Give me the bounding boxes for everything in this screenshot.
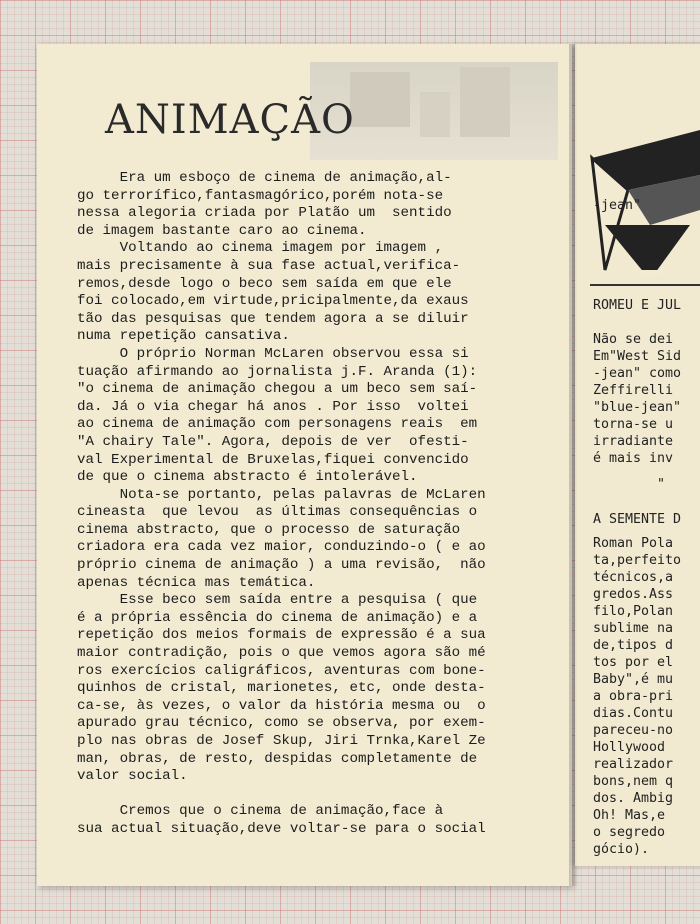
right-page-line: técnicos,a — [593, 570, 674, 585]
body-line: plo nas obras de Josef Skup, Jiri Trnka,Karel Ze — [77, 733, 486, 749]
body-line: quinhos de cristal, marionetes, etc, onde desta- — [77, 680, 486, 697]
right-page-line: -jean" — [593, 198, 642, 213]
body-line: O próprio Norman McLaren observou essa si — [77, 345, 469, 362]
right-page-line: Roman Pola — [593, 536, 674, 551]
body-line: Voltando ao cinema imagem por imagem , — [77, 240, 444, 257]
right-page-line: " — [593, 477, 666, 492]
right-page-line: Zeffirelli — [593, 383, 674, 398]
body-line: ca-se, às vezes, o valor da história mesma ou o — [77, 697, 486, 714]
body-line: sua actual situação,deve voltar-se para o social — [77, 820, 486, 837]
right-page-line: Oh! Mas,e — [593, 808, 674, 823]
body-line: é a própria essência do cinema de animação) e a — [77, 609, 478, 626]
body-line: da. Já o via chegar há anos . Por isso voltei — [77, 398, 469, 415]
page-title: ANIMAÇÃO — [105, 97, 355, 143]
right-page-line: Não se dei — [593, 332, 674, 347]
right-page-line: a obra-pri — [593, 689, 674, 704]
right-page-line: dias.Contu — [593, 706, 674, 721]
body-line: val Experimental de Bruxelas,fiquei convencido — [77, 451, 469, 468]
body-line: Cremos que o cinema de animação,face à — [77, 803, 444, 820]
right-page-line: Hollywood — [593, 740, 674, 755]
body-line: tão das pesquisas que tendem agora a se diluir — [77, 310, 469, 327]
right-page-line: ta,perfeito — [593, 553, 682, 568]
right-page-line: o segredo — [593, 825, 674, 840]
body-line: numa repetição cansativa. — [77, 328, 290, 345]
right-page-line: torna-se u — [593, 417, 674, 432]
body-line: mais precisamente à sua fase actual,verifica- — [77, 257, 461, 274]
body-line: Era um esboço de cinema de animação,al- — [77, 170, 452, 186]
right-page-line: tos por el — [593, 655, 674, 670]
right-page-line: pareceu-no — [593, 723, 674, 738]
right-page-line: é mais inv — [593, 451, 674, 466]
body-line: criadora era cada vez maior, conduzindo-o ( e ao — [77, 539, 486, 556]
right-page-line: dos. Ambig — [593, 791, 674, 806]
right-page-line: Baby",é mu — [593, 672, 674, 687]
body-line: apurado grau técnico, como se observa, por exem- — [77, 715, 486, 732]
body-line: remos,desde logo o beco sem saída em que ele — [77, 275, 452, 292]
body-line: "o cinema de animação chegou a um beco sem saí- — [77, 381, 478, 398]
right-page-line: sublime na — [593, 621, 674, 636]
body-line: próprio cinema de animação ) a uma revisão, não — [77, 557, 486, 574]
right-page-line: -jean" como — [593, 366, 682, 381]
right-page-line: irradiante — [593, 434, 674, 449]
article-body — [77, 170, 577, 839]
body-line: Esse beco sem saída entre a pesquisa ( que — [77, 592, 478, 609]
section-rule — [590, 284, 700, 286]
right-page-line: gócio). — [593, 842, 650, 857]
right-page-line: ROMEU E JUL — [593, 298, 682, 313]
body-line: Nota-se portanto, pelas palavras de McLaren — [77, 486, 486, 503]
body-line: "A chairy Tale". Agora, depois de ver ofesti- — [77, 433, 469, 450]
body-line: foi colocado,em virtude,pricipalmente,da exaus — [77, 293, 469, 310]
body-line: nessa alegoria criada por Platão um sentido — [77, 205, 452, 222]
body-line: ros exercícios caligráficos, aventuras com bone- — [77, 662, 486, 679]
body-line: cinema abstracto, que o processo de saturação — [77, 521, 461, 538]
body-line: apenas técnica mas temática. — [77, 574, 316, 591]
body-line: tuação afirmando ao jornalista j.F. Aranda (1): — [77, 363, 478, 380]
right-page-line: de,tipos d — [593, 638, 674, 653]
body-line: ao cinema de animação com personagens reais em — [77, 416, 478, 433]
right-page-line: bons,nem q — [593, 774, 674, 789]
right-page-line: gredos.Ass — [593, 587, 674, 602]
body-line: de que o cinema abstracto é intolerável. — [77, 469, 418, 486]
right-page-line: A SEMENTE D — [593, 512, 682, 527]
right-page-line: realizador — [593, 757, 674, 772]
right-page-line: Em"West Sid — [593, 349, 682, 364]
right-page-line: filo,Polan — [593, 604, 674, 619]
body-line: maior contradição, pois o que vemos agora são mé — [77, 645, 486, 662]
right-page-line: "blue-jean" — [593, 400, 682, 415]
body-line: cineasta que levou as últimas consequências o — [77, 504, 478, 521]
body-line: man, obras, de resto, despidas completamente de — [77, 750, 478, 767]
body-line: repetição dos meios formais de expressão é a sua — [77, 627, 486, 644]
body-line: de imagem bastante caro ao cinema. — [77, 222, 367, 239]
body-line: go terrorífico,fantasmagórico,porém nota-se — [77, 187, 444, 204]
body-line: valor social. — [77, 768, 188, 785]
